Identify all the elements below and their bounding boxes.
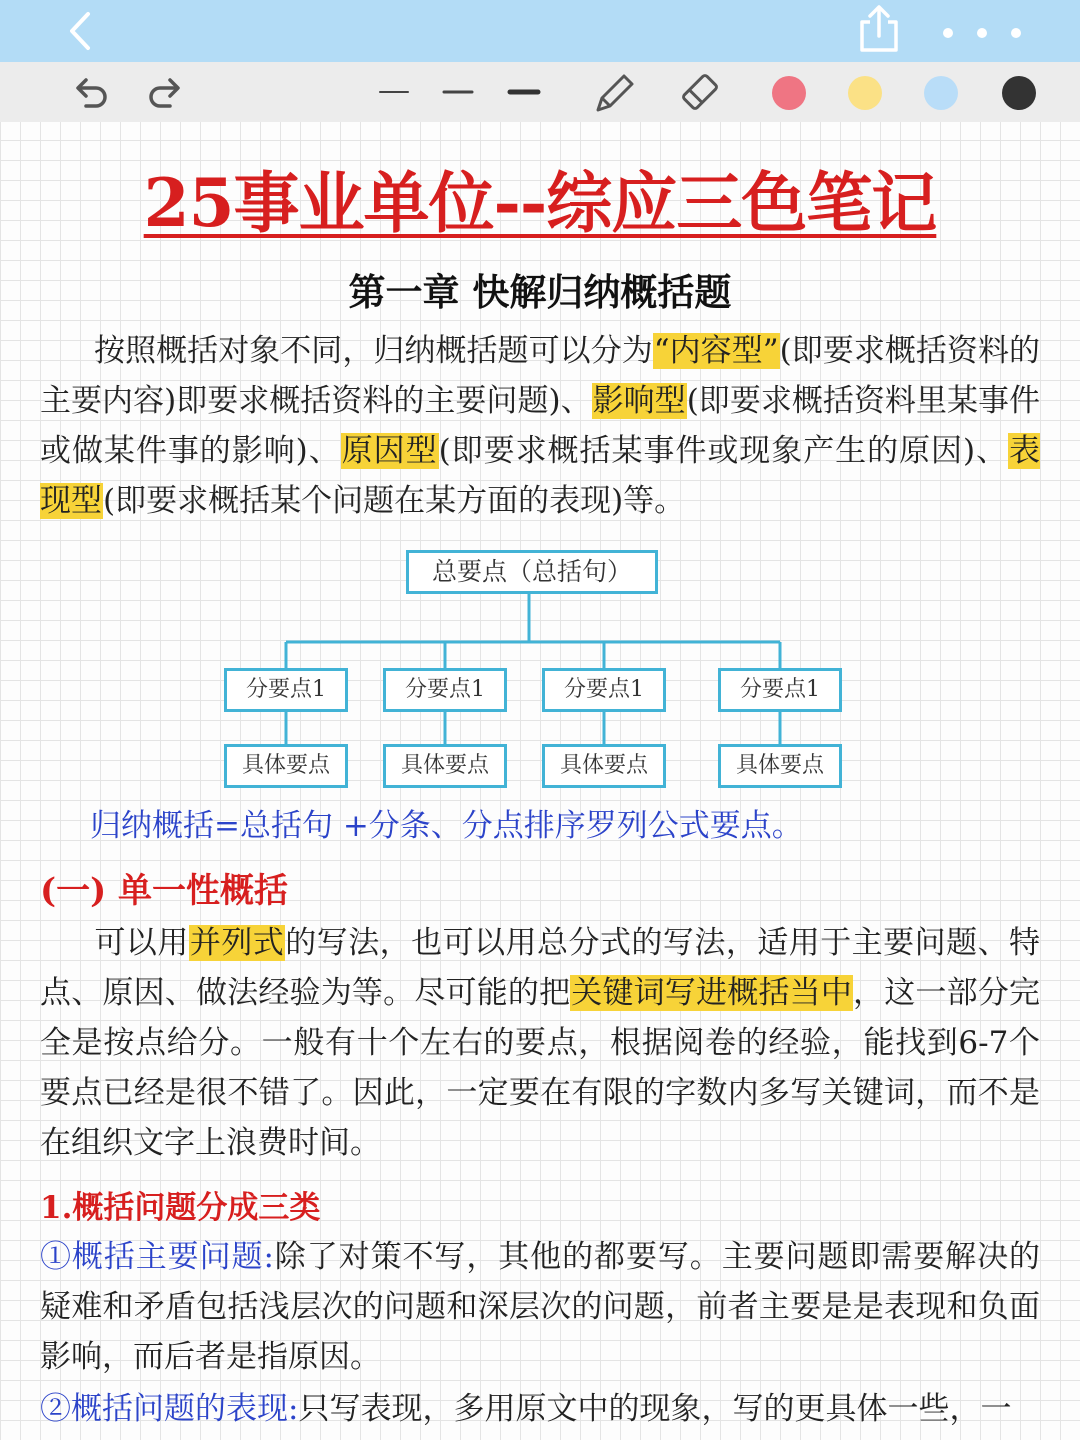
diagram-detail-node: 具体要点 [542,744,666,788]
subsection-heading: 1.概括问题分成三类 [40,1190,321,1226]
diagram-point-node: 分要点1 [542,668,666,712]
list-item [40,1384,1040,1434]
highlight-content-type: “内容型” [653,333,779,369]
diagram-detail-node: 具体要点 [224,744,348,788]
intro-text: (即要求概括某个问题在某方面的表现)等。 [103,483,686,519]
eraser-icon [676,68,724,116]
intro-text: (即要求概括资料里某事件或做某件事的影响)、 [40,383,1041,469]
thin-line-button[interactable] [370,68,418,116]
medium-line-icon [434,68,482,116]
redo-icon [142,68,190,116]
yellow-color-swatch[interactable] [848,76,882,110]
diagram-detail-node: 具体要点 [383,744,507,788]
highlight-impact-type: 影响型 [592,383,686,419]
thin-line-icon [370,68,418,116]
document-title: 25事业单位--综应三色笔记 [143,164,937,242]
diagram-point-node: 分要点1 [224,668,348,712]
more-button[interactable] [932,18,1032,48]
summary-structure-diagram [200,540,860,792]
thick-line-icon [500,68,548,116]
back-button[interactable] [58,8,104,54]
top-nav-bar [0,0,1080,62]
highlight-parallel: 并列式 [189,925,285,961]
item-text: 除了对策不写，其他的都要写。主要问题即需要解决的疑难和矛盾包括浅层次的问题和深层次的问题，前者主要是是表现和负面影响，而后者是指原因。 [40,1239,1040,1375]
back-icon [58,8,104,54]
redo-button[interactable] [142,68,190,116]
diagram-detail-node: 具体要点 [718,744,842,788]
section-text: 的写法，也可以用总分式的写法，适用于主要问题、特点、原因、做法经验为等。尽可能的把 [40,925,1041,1011]
intro-text: (即要求概括资料的主要内容)即要求概括资料的主要问题)、 [40,333,1041,419]
drawing-toolbar [0,62,1080,122]
intro-text: (即要求概括某事件或现象产生的原因)、 [438,433,1009,469]
diagram-point-node: 分要点1 [383,668,507,712]
diagram-top-node: 总要点（总括句） [406,550,658,594]
list-item [40,1232,1040,1382]
pen-icon [590,68,638,116]
formula-line: 归纳概括=总括句 +分条、分点排序罗列公式要点。 [90,808,803,844]
chapter-heading: 第一章 快解归纳概括题 [348,270,732,314]
section-heading: (一) 单一性概括 [40,871,289,911]
share-button[interactable] [856,4,902,56]
blue-color-swatch[interactable] [924,76,958,110]
more-icon [932,18,1032,48]
item-label: ①概括主要问题: [40,1239,274,1275]
black-color-swatch[interactable] [1002,76,1036,110]
diagram-point-node: 分要点1 [718,668,842,712]
section-paragraph [40,918,1040,1168]
thick-line-button[interactable] [500,68,548,116]
undo-icon [66,68,114,116]
highlight-cause-type: 原因型 [341,433,438,469]
pen-button[interactable] [590,68,638,116]
item-label: ②概括问题的表现: [40,1391,299,1427]
undo-button[interactable] [66,68,114,116]
share-icon [856,4,902,56]
medium-line-button[interactable] [434,68,482,116]
eraser-button[interactable] [676,68,724,116]
intro-text: 按照概括对象不同，归纳概括题可以分为 [94,333,653,369]
item-text: 只写表现，多用原文中的现象，写的更具体一些，一 [298,1391,1012,1427]
highlight-manifestation-type: 表现型 [40,433,1041,519]
red-color-swatch[interactable] [772,76,806,110]
highlight-keywords: 关键词写进概括当中 [571,975,853,1011]
section-text: ，这一部分完全是按点给分。一般有十个左右的要点，根据阅卷的经验，能找到6-7个要点已经是很不错了。因此，一定要在有限的字数内多写关键词，而不是在组织文字上浪费时间。 [40,975,1041,1161]
section-text: 可以用 [94,925,189,961]
intro-paragraph [40,326,1040,526]
